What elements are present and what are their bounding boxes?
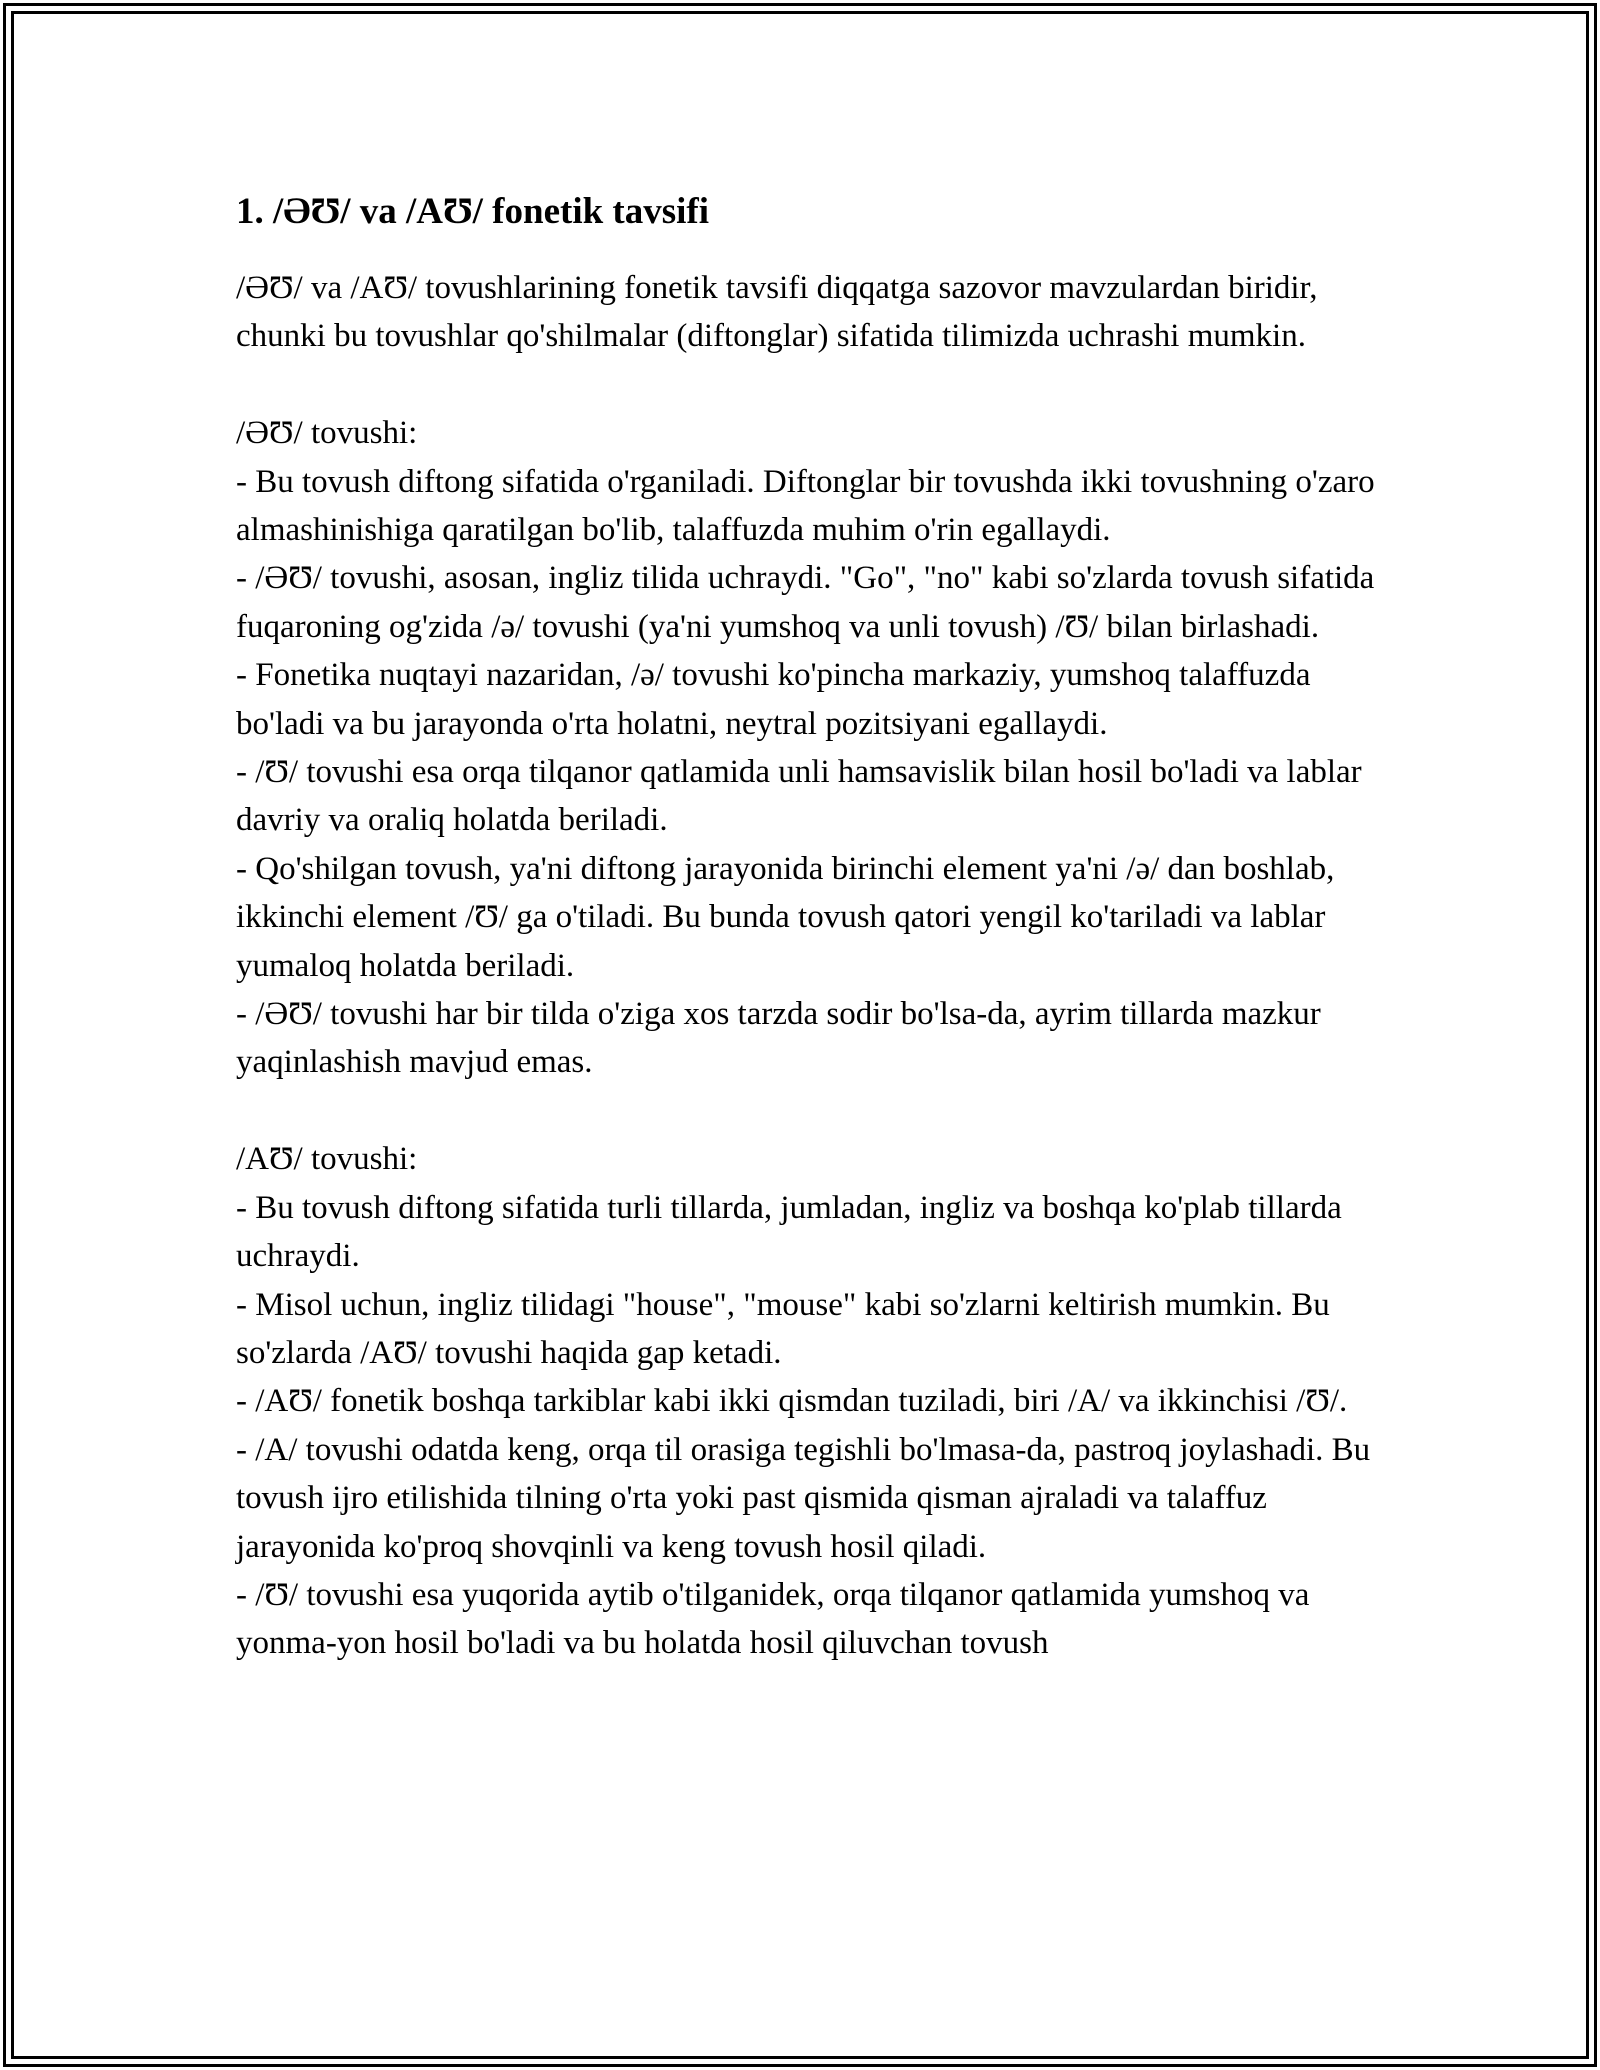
section1-item: - Fonetika nuqtayi nazaridan, /ə/ tovushi ko'pincha markaziy, yumshoq talaffuzda bo'ladi va bu jarayonda o'rta holatni, neytral pozitsiyani egallaydi.: [236, 657, 1311, 742]
intro-paragraph: /ƏƱ/ va /AƱ/ tovushlarining fonetik tavsifi diqqatga sazovor mavzulardan biridir, chunki bu tovushlar qo'shilmalar (diftonglar) sifatida tilimizda uchrashi mumkin.: [236, 270, 1318, 355]
section2-title: /AƱ/ tovushi:: [236, 1141, 418, 1178]
spacer: [236, 361, 1376, 409]
section2-item: - Misol uchun, ingliz tilidagi "house", "mouse" kabi so'zlarni keltirish mumkin. Bu so'zlarda /AƱ/ tovushi haqida gap ketadi.: [236, 1286, 1330, 1371]
section2-item: - /Ʊ/ tovushi esa yuqorida aytib o'tilganidek, orqa tilqanor qatlamida yumshoq va yonma-yon hosil bo'ladi va bu holatda hosil qiluvchan tovush: [236, 1576, 1310, 1662]
document-body: [236, 188, 1376, 1668]
section2-item: - /AƱ/ fonetik boshqa tarkiblar kabi ikki qismdan tuziladi, biri /A/ va ikkinchisi /Ʊ/.: [236, 1383, 1348, 1420]
section-heading: 1. /ƏƱ/ va /AƱ/ fonetik tavsifi: [236, 191, 710, 232]
section2-item: - /A/ tovushi odatda keng, orqa til orasiga tegishli bo'lmasa-da, pastroq joylashadi. Bu tovush ijro etilishida tilning o'rta yoki past qismida qisman ajraladi va talaffuz jarayonida ko'proq shovqinli va keng tovush hosil qiladi.: [236, 1431, 1371, 1565]
section1-item: - Qo'shilgan tovush, ya'ni diftong jarayonida birinchi element ya'ni /ə/ dan boshlab, ikkinchi element /Ʊ/ ga o'tiladi. Bu bunda tovush qatori yengil ko'tariladi va lablar yumaloq holatda beriladi.: [236, 850, 1335, 984]
section1-item: - Bu tovush diftong sifatida o'rganiladi. Diftonglar bir tovushda ikki tovushning o'zaro almashinishiga qaratilgan bo'lib, talaffuzda muhim o'rin egallaydi.: [236, 463, 1375, 549]
section1-item: - /Ʊ/ tovushi esa orqa tilqanor qatlamida unli hamsavislik bilan hosil bo'ladi va lablar davriy va oraliq holatda beriladi.: [236, 754, 1362, 839]
section1-title: /ƏƱ/ tovushi:: [236, 415, 418, 452]
spacer: [236, 1087, 1376, 1135]
section2-item: - Bu tovush diftong sifatida turli tillarda, jumladan, ingliz va boshqa ko'plab tillarda uchraydi.: [236, 1189, 1342, 1275]
section1-item: - /ƏƱ/ tovushi, asosan, ingliz tilida uchraydi. "Go", "no" kabi so'zlarda tovush sifatida fuqaroning og'zida /ə/ tovushi (ya'ni yumshoq va unli tovush) /Ʊ/ bilan birlashadi.: [236, 560, 1375, 645]
section1-item: - /ƏƱ/ tovushi har bir tilda o'ziga xos tarzda sodir bo'lsa-da, ayrim tillarda mazkur yaqinlashish mavjud emas.: [236, 996, 1321, 1081]
